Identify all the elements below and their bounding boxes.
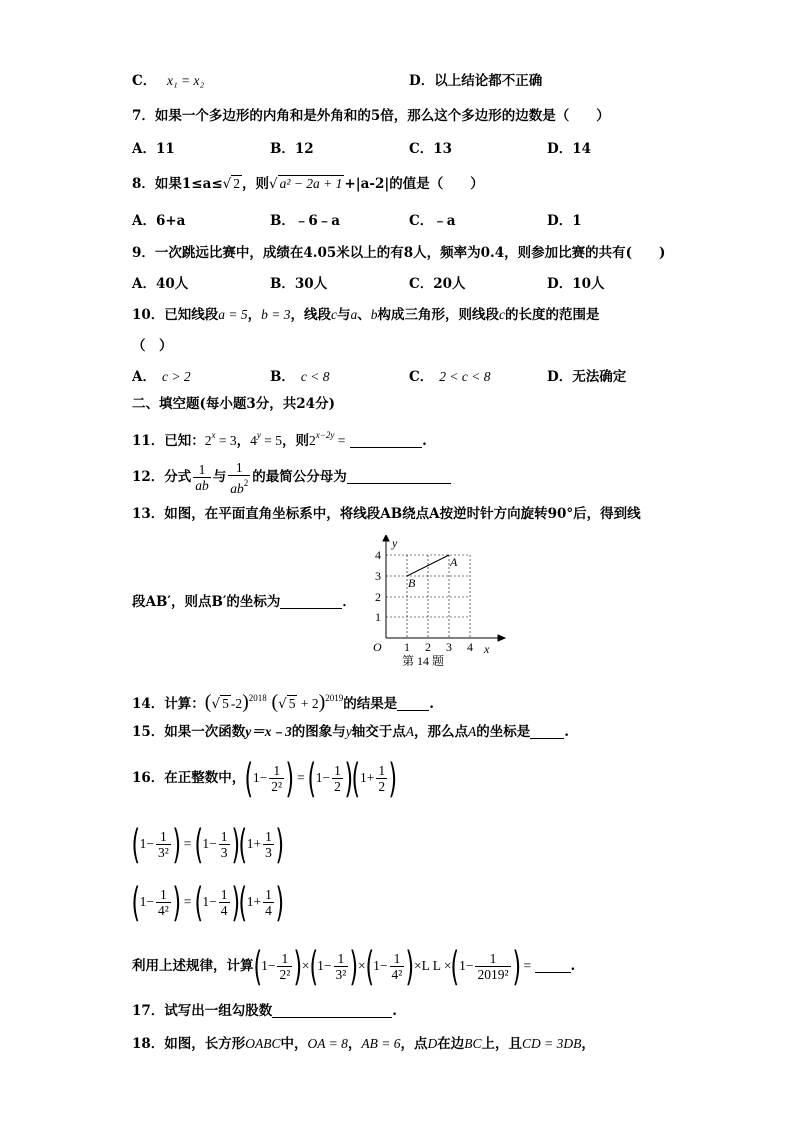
- numerator: 1: [156, 887, 171, 903]
- q18-text: [132, 1034, 595, 1054]
- q15-text: [132, 722, 569, 742]
- q8-sqrt-arg: 2: [233, 176, 241, 191]
- numerator: 1: [220, 829, 228, 844]
- q16-prefix: 16．在正整数中，: [132, 770, 246, 786]
- denominator: 2: [334, 779, 341, 794]
- q14-math: + 2: [297, 696, 319, 711]
- q16-row-2: (1− $\frac{1}{\text{3²}}$ ) = (1− $\frac{1}{3}$ )(1+ $\frac{1}{3}$ ): [131, 821, 284, 868]
- denominator: 2²: [279, 967, 291, 982]
- answer-blank[interactable]: [347, 469, 451, 484]
- q15-end: .: [564, 724, 569, 740]
- q8-text: [132, 174, 484, 194]
- q9-option-a: A．40人: [132, 276, 189, 292]
- denominator: 2²: [271, 779, 283, 794]
- q8-option-d: D．1: [547, 213, 582, 229]
- q10-option-b: [270, 367, 330, 387]
- q8-suffix: +|a-2|的值是（ ）: [344, 176, 484, 192]
- point-b-label: B: [408, 576, 416, 590]
- q10-text: [132, 305, 600, 325]
- q7-text: 7．如果一个多边形的内角和是外角和的5倍，那么这个多边形的边数是（ ）: [132, 108, 610, 124]
- ellipsis: L L: [421, 958, 441, 973]
- coordinate-figure: [360, 535, 510, 671]
- x-axis-label: x: [484, 642, 490, 656]
- q7-option-d: D．14: [547, 141, 591, 157]
- option-math: 2 < c < 8: [439, 369, 491, 384]
- q9-option-c: C．20人: [409, 276, 466, 292]
- q11-math: 2: [204, 433, 212, 448]
- q11-math: =: [334, 433, 346, 448]
- q10-part: 、: [357, 307, 371, 323]
- answer-blank[interactable]: [530, 724, 564, 739]
- y-tick-4: 4: [375, 548, 381, 562]
- denominator: 3²: [335, 967, 347, 982]
- q11-math: = 5: [260, 433, 283, 448]
- q11-math: 2: [309, 433, 316, 448]
- q18-part: 18．如图，长方形: [132, 1036, 246, 1052]
- sqrt-sign-icon: √: [278, 696, 287, 712]
- denominator: ab: [195, 478, 209, 493]
- denominator: 2019²: [477, 967, 509, 982]
- q10-bracket: （ ）: [132, 338, 173, 354]
- y-tick-1: 1: [375, 610, 381, 624]
- option-math: c > 2: [161, 369, 191, 384]
- q15-math: A: [405, 724, 415, 739]
- q18-part: ，: [347, 1036, 362, 1052]
- denominator: 3: [220, 845, 228, 860]
- q10-part: 构成三角形，则线段: [377, 307, 500, 323]
- q14-end: .: [429, 696, 434, 712]
- q16-end: .: [570, 958, 576, 974]
- q18-part: 在边: [437, 1036, 465, 1052]
- option-label: A．: [132, 369, 156, 385]
- figure-caption: 第 14 题: [402, 654, 445, 668]
- q18-part: 中，: [280, 1036, 308, 1052]
- option-label: B．: [270, 369, 295, 385]
- q10-math: b: [370, 307, 378, 322]
- numerator: 1: [228, 460, 250, 476]
- q12-part: 与: [212, 469, 227, 485]
- q11-part: ，: [236, 433, 251, 449]
- q17-end: .: [392, 1003, 397, 1019]
- sqrt-sign-icon: √: [211, 696, 221, 712]
- q9-option-b: B．30人: [270, 276, 328, 292]
- q8-expr: a² − 2a + 1: [279, 176, 343, 191]
- denominator: 4²: [157, 903, 169, 918]
- q16-row-3: (1− $\frac{1}{\text{4²}}$ ) = (1− $\frac{1}{4}$ )(1+ $\frac{1}{4}$ ): [131, 879, 284, 926]
- y-tick-3: 3: [375, 569, 381, 583]
- axes: [383, 535, 505, 641]
- q15-part: 轴交于点: [351, 724, 406, 740]
- q10-math: c: [331, 307, 338, 322]
- answer-blank[interactable]: [272, 1003, 392, 1018]
- point-a-label: A: [450, 555, 458, 569]
- q18-part: ，: [581, 1036, 595, 1052]
- q13-end: ．: [342, 594, 356, 610]
- fraction: [193, 462, 211, 493]
- q16-calc: 利用上述规律，计算(1− $\frac{1}{\text{2²}}$ )×(1− $\frac{1}{\text{3²}}$ )×(1− $\frac{1}{\text{4²}}$ )×L L ×(1− $\frac{1}{\text{2019²}}$ ) = .: [132, 943, 576, 990]
- q10-math: a = 5: [218, 307, 248, 322]
- q14-text: 14．计算：(√ 5 -2)$^{2018}$ (√ 5 + 2)$^{2019}$的结果是 .: [132, 691, 434, 713]
- q10-option-a: [132, 367, 191, 387]
- option-math: x₁ = x₂: [166, 73, 205, 88]
- origin-label: O: [373, 640, 382, 654]
- q18-math: BC: [464, 1036, 482, 1051]
- q16-row-1: 16．在正整数中，(1− $\frac{1}{\text{2²}}$ ) = (1− $\frac{1}{2}$ )(1+ $\frac{1}{2}$ ): [132, 755, 398, 802]
- q7-option-b: B．12: [270, 141, 314, 157]
- q18-math: OA = 8: [307, 1036, 348, 1051]
- q11-math: = 3: [215, 433, 237, 448]
- q14-sqrt-arg: 5: [222, 696, 229, 711]
- answer-blank[interactable]: [397, 696, 429, 711]
- q18-math: OABC: [245, 1036, 281, 1051]
- sqrt-sign-icon: √: [269, 176, 278, 192]
- section-title: 二、填空题(每小题3分，共24分): [132, 396, 335, 412]
- fraction: [228, 460, 250, 496]
- denominator: 4: [220, 903, 228, 918]
- denominator: ab: [230, 480, 244, 496]
- q16-calc-prefix: 利用上述规律，计算: [132, 958, 254, 974]
- q18-math: AB = 6: [361, 1036, 401, 1051]
- grid: [386, 555, 470, 638]
- q10-math: a: [350, 307, 358, 322]
- q18-part: ，点: [400, 1036, 428, 1052]
- q14-sqrt-arg: 5: [288, 696, 296, 711]
- exponent: 2: [243, 477, 249, 488]
- q15-part: 的坐标是: [476, 724, 531, 740]
- answer-blank[interactable]: [535, 958, 571, 973]
- option-math: c < 8: [300, 369, 330, 384]
- q12-part: 12．分式: [132, 469, 192, 485]
- q15-part: 15．如果一次函数: [132, 724, 246, 740]
- numerator: 1: [156, 829, 171, 845]
- q14-exp: 2019: [325, 693, 344, 703]
- q13-line2: [132, 592, 356, 612]
- q10-part: 与: [337, 307, 351, 323]
- q13-line1: 13．如图，在平面直角坐标系中，将线段AB绕点A按逆时针方向旋转90°后，得到线: [132, 506, 641, 522]
- sqrt-sign-icon: √: [222, 176, 232, 192]
- q11-part: 11．已知：: [132, 433, 205, 449]
- q11-end: .: [422, 433, 427, 449]
- q18-part: 上，且: [481, 1036, 523, 1052]
- q10-option-c: [409, 367, 490, 387]
- q10-part: ，: [247, 307, 262, 323]
- q6-option-d: D．以上结论都不正确: [409, 73, 543, 89]
- numerator: 1: [265, 829, 272, 844]
- q11-exp: x−2y: [315, 430, 335, 440]
- q15-part: ，那么点: [414, 724, 469, 740]
- q10-math: c: [499, 307, 506, 322]
- q11-exp: y: [256, 430, 261, 440]
- q10-part: ，线段: [290, 307, 332, 323]
- denominator: 3²: [157, 845, 169, 860]
- q18-math: CD = 3DB: [522, 1036, 582, 1051]
- numerator: 1: [390, 951, 405, 967]
- q13-part: 段AB′，则点B′的坐标为: [132, 594, 281, 610]
- q8-prefix: 8．如果1≤a≤: [132, 176, 223, 192]
- q7-option-a: A．11: [132, 141, 175, 157]
- q14-part: 的结果是: [343, 696, 398, 712]
- q9-option-d: D．10人: [547, 276, 605, 292]
- q8-option-b: B．﹣6﹣a: [270, 213, 341, 229]
- option-label: C．: [132, 73, 157, 89]
- denominator: 2: [378, 779, 386, 794]
- q14-math: -2: [230, 696, 243, 711]
- numerator: 1: [475, 951, 510, 967]
- q14-exp: 2018: [248, 693, 267, 703]
- answer-blank[interactable]: [280, 594, 342, 609]
- x-tick-3: 3: [446, 640, 452, 654]
- numerator: 1: [193, 462, 211, 478]
- x-tick-4: 4: [467, 640, 473, 654]
- numerator: 1: [220, 887, 228, 902]
- q6-option-c: [132, 71, 204, 91]
- q11-exp: x: [211, 430, 216, 440]
- option-label: C．: [409, 369, 434, 385]
- numerator: 1: [277, 951, 292, 967]
- q15-math: A: [468, 724, 477, 739]
- denominator: 3: [265, 845, 272, 860]
- q8-option-a: A．6+a: [132, 213, 186, 229]
- q17-part: 17．试写出一组勾股数: [132, 1003, 273, 1019]
- x-tick-1: 1: [404, 640, 410, 654]
- q18-math: D: [427, 1036, 438, 1051]
- numerator: 1: [334, 763, 341, 778]
- q11-math: 4: [250, 433, 257, 448]
- y-tick-2: 2: [375, 590, 381, 604]
- q10-math: b = 3: [261, 307, 291, 322]
- q7-option-c: C．13: [409, 141, 453, 157]
- numerator: 1: [269, 763, 284, 779]
- option-label: D．无法确定: [547, 369, 627, 385]
- q15-math: y: [345, 724, 352, 739]
- y-axis-label: y: [392, 536, 398, 550]
- q9-text: 9．一次跳远比赛中，成绩在4.05米以上的有8人，频率为0.4，则参加比赛的共有( ): [132, 245, 666, 261]
- numerator: 1: [378, 763, 386, 778]
- q15-part: 的图象与: [291, 724, 346, 740]
- q10-part: 10．已知线段: [132, 307, 219, 323]
- q10-option-d: [547, 367, 626, 387]
- q8-mid: ，则: [242, 176, 270, 192]
- denominator: 4²: [391, 967, 403, 982]
- q14-part: 14．计算：: [132, 696, 205, 712]
- numerator: 1: [265, 887, 272, 902]
- x-tick-2: 2: [425, 640, 431, 654]
- q11-part: ，则: [282, 433, 310, 449]
- numerator: 1: [334, 951, 349, 967]
- answer-blank[interactable]: [350, 433, 422, 448]
- q10-part: 的长度的范围是: [505, 307, 600, 323]
- q8-option-c: C．﹣a: [409, 213, 456, 229]
- denominator: 4: [265, 903, 272, 918]
- q12-text: [132, 458, 451, 496]
- q15-func: y＝x﹣3: [245, 724, 292, 739]
- q11-text: [132, 425, 427, 451]
- q12-part: 的最简公分母为: [252, 469, 347, 485]
- q17-text: [132, 1001, 397, 1021]
